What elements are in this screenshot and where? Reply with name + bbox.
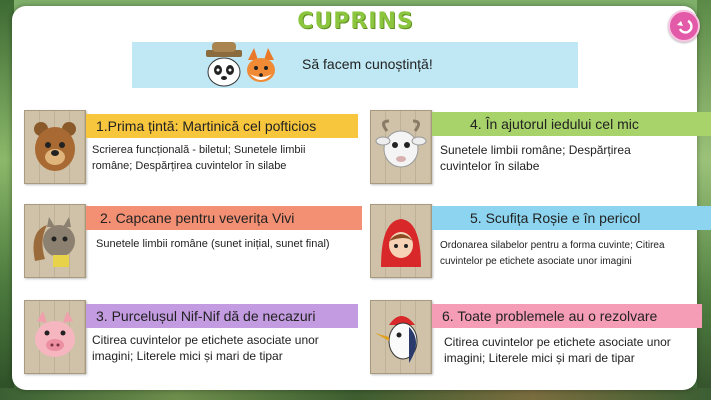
- chapter-title: 5. Scufița Roșie e în pericol: [432, 206, 711, 230]
- chapter-description: Scrierea funcțională - biletul; Sunetele limbii române; Despărțirea cuvintelor în silabe: [92, 144, 306, 172]
- bear-icon: [24, 110, 86, 184]
- goat-icon: [370, 110, 432, 184]
- chapter-title: 3. Purcelușul Nif-Nif dă de necazuri: [86, 304, 358, 328]
- page-title: CUPRINS: [297, 9, 414, 34]
- back-button[interactable]: [668, 10, 700, 42]
- back-arrow-icon: [675, 17, 693, 35]
- intro-label: Să facem cunoștință!: [302, 56, 433, 72]
- squirrel-icon: [24, 204, 86, 278]
- panda-fox-illustration: [198, 38, 284, 92]
- chapter-description: Ordonarea silabelor pentru a forma cuvinte; Citirea cuvintelor pe etichete asociate unor imagini: [440, 240, 665, 267]
- chapter-title: 1.Prima țintă: Martinică cel pofticios: [86, 114, 358, 138]
- intro-link[interactable]: [132, 42, 578, 88]
- forest-background-right: [697, 0, 711, 400]
- chapter-description: Sunetele limbii române (sunet inițial, sunet final): [96, 238, 330, 250]
- chapter-description: Sunetele limbii române; Despărțirea cuvintelor în silabe: [440, 143, 631, 173]
- chapter-title: 6. Toate problemele au o rezolvare: [432, 304, 702, 328]
- chapter-description: Citirea cuvintelor pe etichete asociate unor imagini; Literele mici și mari de tipar: [92, 333, 319, 363]
- chapter-description: Citirea cuvintelor pe etichete asociate unor imagini; Literele mici și mari de tipar: [444, 335, 671, 365]
- chapter-title: 2. Capcane pentru veverița Vivi: [86, 206, 362, 230]
- chapter-title: 4. În ajutorul iedului cel mic: [432, 112, 711, 136]
- red-riding-hood-icon: [370, 204, 432, 278]
- woodpecker-icon: [370, 300, 432, 374]
- pig-icon: [24, 300, 86, 374]
